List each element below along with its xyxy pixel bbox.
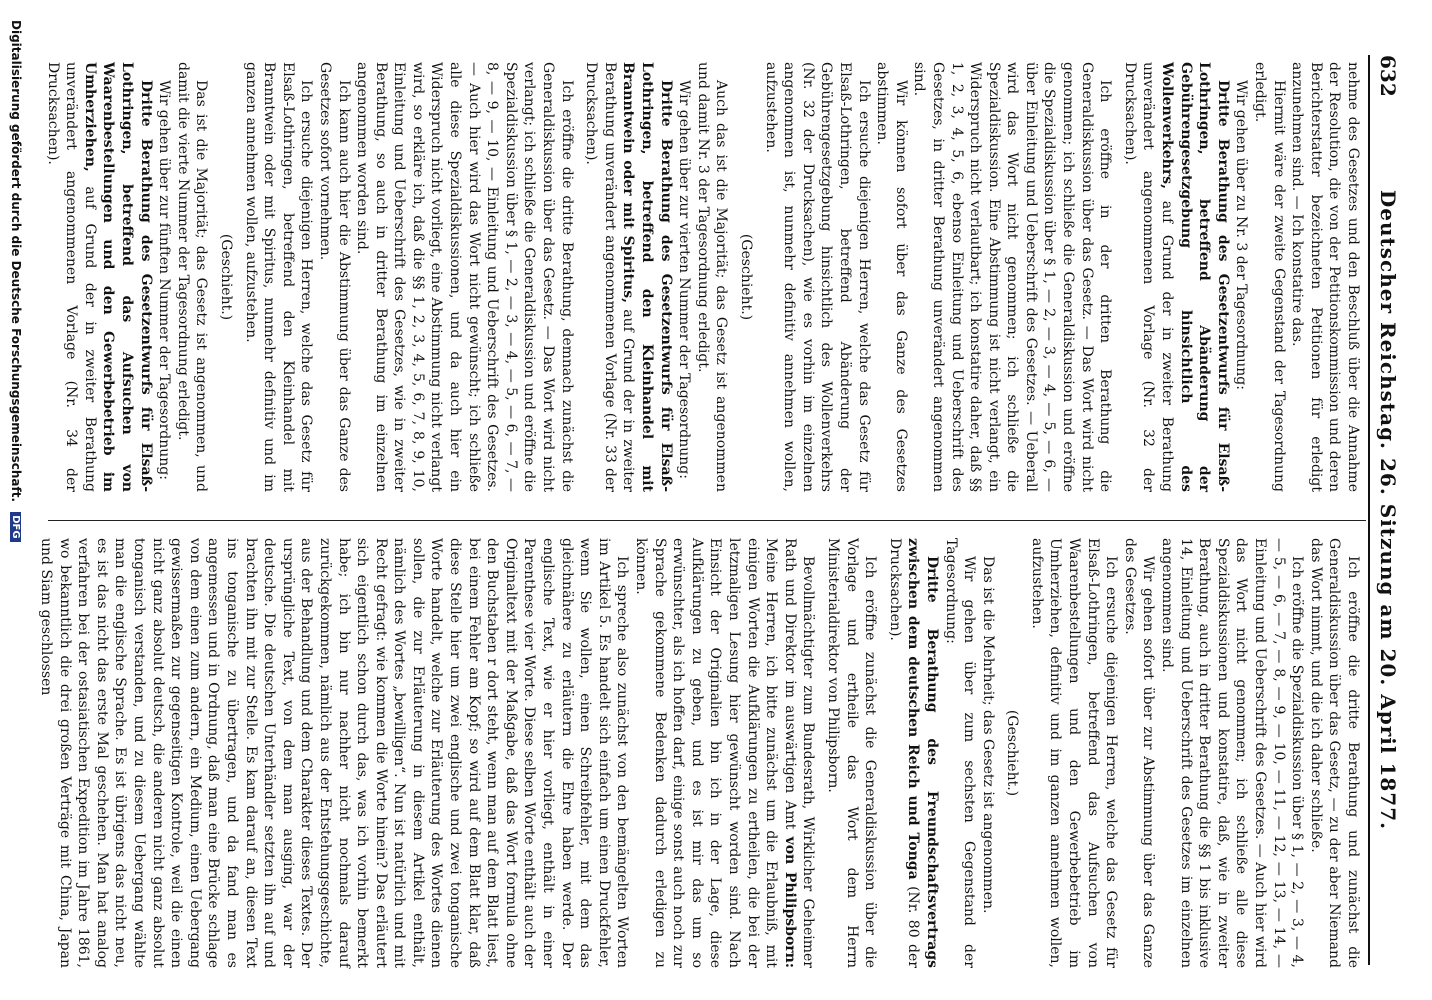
agenda-item-title: Dritte Berathung des Freundschaftsvertrags zwischen dem deutschen Reich und Tonga [905,538,940,968]
agenda-item [582,62,675,492]
left-column [42,62,1362,492]
agenda-item-title: Dritte Berathung des Gesetzentwurfs für Elsaß-Lothringen, betreffend den Kleinhandel mit Branntwein oder mit Spiritus, [620,62,674,492]
header-rule [1368,55,1370,965]
paragraph: Wir können sofort über das Ganze des Gesetzes abstimmen. [874,62,909,492]
paragraph: Ich eröffne zunächst die Generaldiskussion über die Vorlage und ertheile das Wort dem Herrn Ministerialdirektor von Philipsborn. [824,538,879,968]
paragraph: nehme des Gesetzes und den Beschluß über die Annahme der Resolution, die von der Petitionskommission und deren Berichterstatter bezeichneten Petitionen für erledigt anzunehmen sind. — Ich konstatire das. [1289,62,1361,492]
stage-direction: (Geschieht.) [1004,709,1021,797]
paragraph: Auch das ist die Majorität; das Gesetz ist angenommen und damit Nr. 3 der Tagesordnung erledigt. [694,62,730,492]
paragraph: Wir gehen sofort über zur Abstimmung über das Ganze des Gesetzes. [1121,538,1157,968]
paragraph: Wir gehen über zu Nr. 3 der Tagesordnung: [1233,80,1250,390]
paragraph: Ich eröffne in der dritten Berathung die Generaldiskussion über das Gesetz. — Das Wort wird nicht genommen; ich schließe die Generaldiskussion und eröffne die Spezialdiskussion über § 1, — 2, — 3, — 4, — 5, — 6, — über Einleitung und Ueberschrift des Gesetzes. — Ueberall wird das Wort nicht genommen; ich schließe die Spezialdiskussion. Eine Abstimmung ist nicht verlangt, ein Widerspruch nicht verlautbart; ich konstatire daher, daß §§ 1, 2, 3, 4, 5, 6, ebenso Einleitung und Ueberschrift des Gesetzes, in dritter Berathung unverändert angenommen sind. [911,62,1114,492]
paragraph: Ich kann auch hier die Abstimmung über das Ganze des Gesetzes sofort vornehmen. [316,62,352,492]
speaker-name: von Philipsborn: [781,836,798,968]
stage-direction: (Geschieht.) [738,233,754,321]
stage-direction: (Geschieht.) [217,233,234,321]
paragraph: Das ist die Mehrheit; das Gesetz ist angenommen. [979,556,996,914]
paragraph: Ich spreche also zunächst von den bemängelten Worten im Artikel 5. Es handelt sich einfach um einen Druckfehler, wenn Sie wollen, einen Schreibfehler, mit dem das gleichnähere zu erläutern die Ehre haben werde. Der englische Text, wie er hier vorliegt, enthält in einer Parenthese vier Worte. Diese selben Worte enthält auch der Originaltext mit der Maßgabe, daß das Wort formula ohne den Buchstaben r dort steht, wenn man auf dem Blatt liest, bei einem Fehler am Kopf; so wird auf dem Blatt klar, daß diese Stelle hier um zwei englische und zwei tonganische Worte handelt, welche zur Erläuterung des Wortes dienen sollen, die zur Erläuterung in diesem Artikel enthält, nämlich des Wortes „bewilligen“. Nun ist natürlich und mit Recht gefragt: wie kommen die Worte hinein? Das erläutert sich eigentlich schon durch das, was ich vorhin bemerkt habe; ich bin nur nachher nicht nochmals darauf zurückgekommen, nämlich aus der Entstehungsgeschichte, aus der Behandlung und dem Charakter dieses Textes. Der ursprüngliche Text, von dem man ausging, war der deutsche. Die deutschen Unterhändler setzten ihn auf und brachten ihn mit zur Stelle. Es kam darauf an, diesen Text ins tonganische zu übertragen, und da fand man es angemessen und in Ordnung, daß man eine Brücke schlage von dem einen zum andern, ein Medium, einen Uebergang gewissermaßen zur gegenseitigen Kontrole, weil die einen nicht ganz absolut deutsch, die anderen nicht ganz absolut tonganisch verstanden, und zu diesem Uebergang wählte man die englische Sprache. Es ist übrigens das nicht neu, es ist das nicht das erste Mal geschehen. Man hat analog verfahren bei der ostasiatischen Expedition im Jahre 1861, wo bekanntlich die drei großen Verträge mit China, Japan und Siam geschlossen [38,538,631,968]
paragraph: Das ist die Majorität; das Gesetz ist angenommen, und damit die vierte Nummer der Tagesordnung erledigt. [174,62,210,492]
speaker-role: Bevollmächtigter zum Bundesrath, Wirklicher Geheimer Rath und Direktor im auswärtigen Amt [781,538,817,968]
paragraph: Ich eröffne die dritte Berathung und zunächst die Generaldiskussion über das Gesetz, — zu der aber Niemand das Wort nimmt, und die ich daher schließe. [1307,538,1361,968]
agenda-item-title: Dritte Berathung des Gesetzentwurfs für Elsaß-Lothringen, betreffend Abänderung der Gebührengesetzgebung hinsichtlich des Wollenverkehrs, [1159,62,1231,492]
agenda-item [885,538,941,968]
footer-text: Digitalisierung gefördert durch die Deutsche Forschungsgemeinschaft. [9,20,23,503]
digitization-footer [9,20,23,980]
speech-text: Meine Herren, ich bitte zunächst um die Erlaubniß, mit einigen Worten die Aufklärungen zu ertheilen, die bei der letzmaligen Lesung hier gewünscht worden sind. Nach Einsicht der Originalien bin ich in der Lage, diese Aufklärungen zu geben, und es ist mir das um so erwünschter, als ich hoffen darf, einige sonst auch noch zur Sprache gekommene Bedenken dadurch erledigen zu können. [633,538,780,968]
paragraph: Ich eröffne die Spezialdiskussion über § 1, — 2, — 3, — 4, — 5, — 6, — 7, — 8, — 9, — 10, — 11, — 12, — 13, — 14, — Einleitung und Ueberschrift des Gesetzes. — Auch hier wird das Wort nicht genommen; ich schließe alle diese Spezialdiskussionen und konstatire, daß, wie in zweiter Berathung, auch in dritter Berathung die §§ 1 bis inklusive 14, Einleitung und Ueberschrift des Gesetzes im einzelnen angenommen sind. [1159,538,1306,968]
agenda-item [1120,62,1232,492]
column-divider [48,520,1366,521]
running-title: Deutscher Reichstag. 26. Sitzung am 20. April 1877. [1376,189,1400,831]
agenda-item-text: (Nr. 80 der Drucksachen). [886,538,922,968]
paragraph: Ich ersuche diejenigen Herren, welche das Gesetz für Elsaß-Lothringen, betreffend den Kleinhandel mit Branntwein oder mit Spiritus, nunmehr definitiv und im ganzen annehmen wollen, aufzustehen. [242,62,315,492]
paragraph: Ich ersuche diejenigen Herren, welche das Gesetz für Elsaß-Lothringen, betreffend Abänderung der Gebührengesetzgebung hinsichtlich des Wollenverkehrs (Nr. 32 der Drucksachen), wie es vorhin im einzelnen angenommen ist, nunmehr definitiv annehmen wollen, aufzustehen. [762,62,872,492]
paragraph: Ich ersuche diejenigen Herren, welche das Gesetz für Elsaß-Lothringen, betreffend das Aufsuchen von Waarenbestellungen und den Gewerbebetrieb im Umherziehen, definitiv und im ganzen annehmen wollen, aufzustehen. [1028,538,1120,968]
page-header [1372,55,1400,965]
agenda-item-text: auf Grund der in zweiter Berathung unverändert angenommenen Vorlage (Nr. 33 der Drucksachen). [583,62,637,492]
dfg-logo: DFG [10,512,21,541]
agenda-item-text: auf Grund der in zweiter Berathung unverändert angenommenen Vorlage (Nr. 34 der Drucksachen). [44,62,98,492]
agenda-item-title: Dritte Berathung des Gesetzentwurfs für Elsaß-Lothringen, betreffend das Aufsuchen von Waarenbestellungen und den Gewerbebetrieb im Umherziehen, [81,62,154,492]
paragraph: Wir gehen über zur vierten Nummer der Tagesordnung: [676,80,693,479]
speech-paragraph [631,538,817,968]
paragraph: Wir gehen über zum sechsten Gegenstand der Tagesordnung: [942,538,978,968]
agenda-item [43,62,155,492]
page-number: 632 [1376,55,1400,97]
agenda-item-text: auf Grund der in zweiter Berathung unverändert angenommenen Vorlage (Nr. 32 der Drucksachen). [1121,62,1176,493]
right-column [38,538,1362,968]
paragraph: Hiermit wäre der zweite Gegenstand der Tagesordnung erledigt. [1252,62,1287,492]
paragraph: Ich eröffne die dritte Berathung, demnach zunächst die Generaldiskussion über das Gesetz. — Das Wort wird nicht verlangt; ich schließe die Generaldiskussion und eröffne die Spezialdiskussion über § 1, — 2, — 3, — 4, — 5, — 6, — 7, — 8, — 9, — 10, — Einleitung und Ueberschrift des Gesetzes. — Auch hier wird das Wort nicht gewünscht; ich schließe alle diese Spezialdiskussionen, und da auch hier ein Widerspruch nicht vorliegt, eine Abstimmung nicht verlangt wird, so erkläre ich, daß die §§ 1, 2, 3, 4, 5, 6, 7, 8, 9, 10, Einleitung und Ueberschrift des Gesetzes, wie in zweiter Berathung, so auch in dritter Berathung im einzelnen angenommen worden sind. [354,62,575,492]
paragraph: Wir gehen über zur fünften Nummer der Tagesordnung: [156,80,173,480]
